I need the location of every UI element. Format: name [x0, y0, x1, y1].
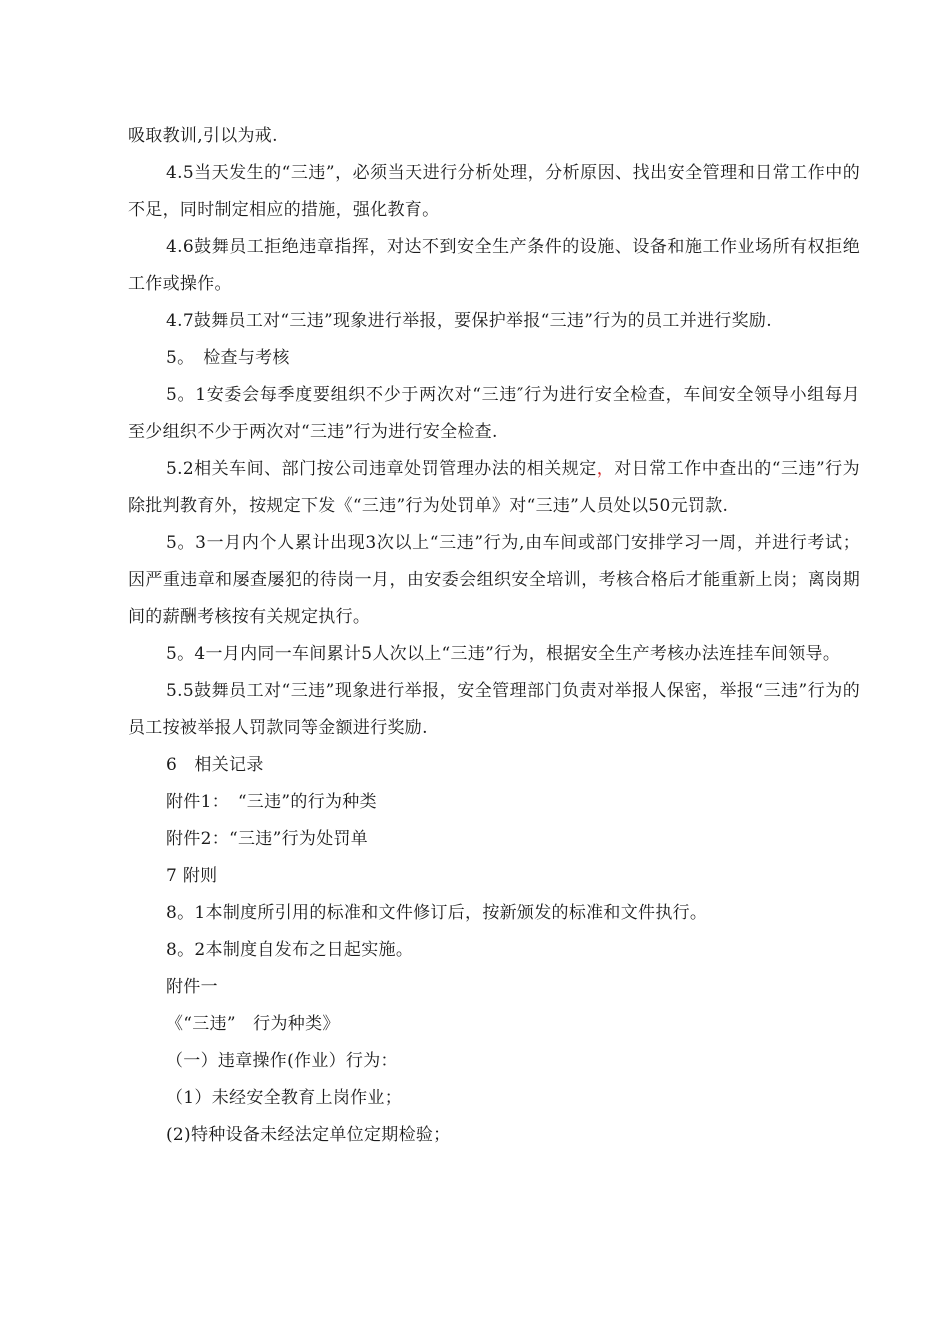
- paragraph-5-2: [128, 451, 860, 525]
- paragraph-5-1: 5。1安委会每季度要组织不少于两次对“三违″行为进行安全检查，车间安全领导小组每月至少组织不少于两次对“三违”行为进行安全检查.: [128, 385, 860, 442]
- paragraph-5-4: 5。4一月内同一车间累计5人次以上“三违”行为，根据安全生产考核办法连挂车间领导。: [166, 644, 841, 664]
- paragraph-4-7: 4.7鼓舞员工对“三违”现象进行举报，要保护举报“三违”行为的员工并进行奖励.: [166, 311, 772, 331]
- attachment-1-line: 附件1： “三违”的行为种类: [166, 792, 377, 812]
- paragraph-5-3: 5。3一月内个人累计出现3次以上“三违”行为,由车间或部门安排学习一周，并进行考试；因严重违章和屡查屡犯的待岗一月，由安委会组织安全培训，考核合格后才能重新上岗；离岗期间的薪酬考核按有关规定执行。: [128, 533, 860, 627]
- document-body: [128, 118, 860, 1154]
- appendix-title: 《“三违” 行为种类》: [166, 1014, 340, 1034]
- violation-category-heading: （一）违章操作(作业）行为：: [166, 1051, 398, 1071]
- violation-item-2: (2)特种设备未经法定单位定期检验；: [166, 1125, 451, 1145]
- paragraph-8-1: 8。1本制度所引用的标准和文件修订后，按新颁发的标准和文件执行。: [166, 903, 708, 923]
- paragraph-5-2-part-1: 5.2相关车间、部门按公司违章处罚管理办法的相关规定: [166, 459, 597, 479]
- violation-item-1: （1）未经安全教育上岗作业；: [166, 1088, 403, 1108]
- paragraph-lesson: 吸取教训,引以为戒.: [128, 126, 278, 146]
- paragraph-4-5: 4.5当天发生的“三违”，必须当天进行分析处理，分析原因、找出安全管理和日常工作中的不足，同时制定相应的措施，强化教育。: [128, 163, 860, 220]
- appendix-one-heading: 附件一: [166, 977, 218, 997]
- attachment-2-line: 附件2：“三违”行为处罚单: [166, 829, 369, 849]
- section-heading-supplementary: 7 附则: [166, 866, 218, 886]
- section-heading-records: 6 相关记录: [166, 755, 264, 775]
- paragraph-4-6: 4.6鼓舞员工拒绝违章指挥，对达不到安全生产条件的设施、设备和施工作业场所有权拒绝工作或操作。: [128, 237, 860, 294]
- paragraph-8-2: 8。2本制度自发布之日起实施。: [166, 940, 414, 960]
- section-heading-inspection: 5。 检查与考核: [166, 348, 290, 368]
- paragraph-5-2-part-2: 对日常工作中查出的“三违”行为除批判教育外，按规定下发《“三违”行为处罚单》对“三违”人员处以50元罚款.: [128, 459, 860, 516]
- paragraph-5-5: 5.5鼓舞员工对“三违”现象进行举报，安全管理部门负责对举报人保密，举报“三违”行为的员工按被举报人罚款同等金额进行奖励.: [128, 681, 860, 738]
- red-comma-mark: ，: [596, 459, 615, 479]
